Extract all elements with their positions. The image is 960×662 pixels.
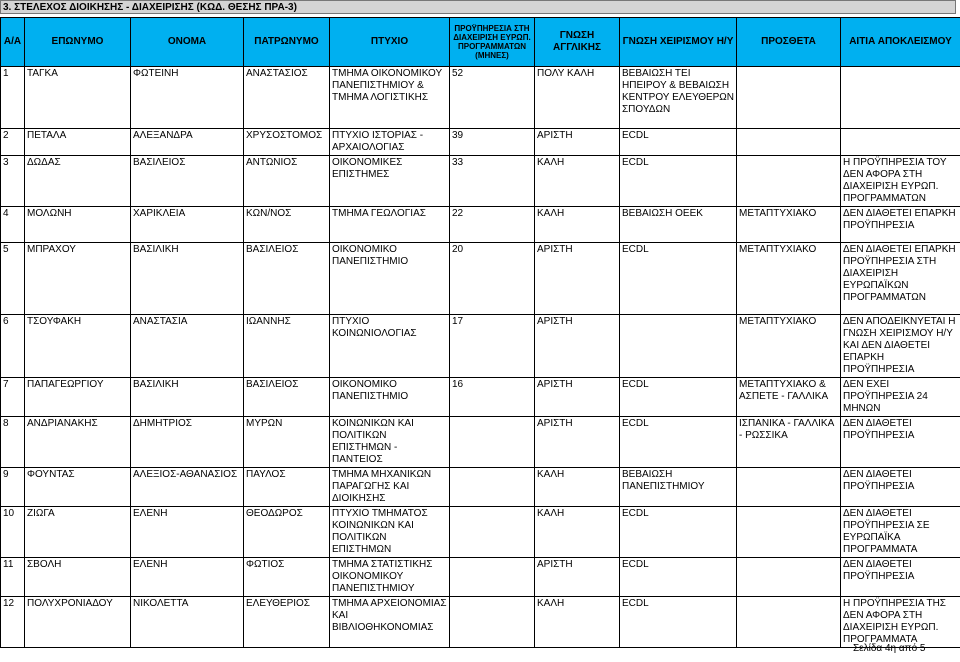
cell-pc: ECDL	[620, 129, 737, 156]
cell-extra	[737, 507, 841, 558]
cell-father: ΘΕΟΔΩΡΟΣ	[244, 507, 330, 558]
cell-english: ΠΟΛΥ ΚΑΛΗ	[535, 67, 620, 129]
header-row	[1, 18, 960, 67]
cell-surname: ΜΟΛΩΝΗ	[25, 207, 131, 243]
cell-reason: Η ΠΡΟΫΠΗΡΕΣΙΑ ΤΟΥ ΔΕΝ ΑΦΟΡΑ ΣΤΗ ΔΙΑΧΕΙΡΙΣΗ ΕΥΡΩΠ. ΠΡΟΓΡΑΜΜΑΤΩΝ	[841, 156, 960, 207]
cell-english: ΑΡΙΣΤΗ	[535, 558, 620, 597]
cell-months	[450, 468, 535, 507]
cell-english: ΚΑΛΗ	[535, 597, 620, 648]
cell-months: 16	[450, 378, 535, 417]
cell-aa: 10	[1, 507, 25, 558]
cell-pc	[620, 315, 737, 378]
header-surname: ΕΠΩΝΥΜΟ	[25, 18, 131, 67]
cell-father: ΜΥΡΩΝ	[244, 417, 330, 468]
table-row	[1, 315, 960, 378]
cell-pc: ECDL	[620, 378, 737, 417]
cell-reason: ΔΕΝ ΑΠΟΔΕΙΚΝΥΕΤΑΙ Η ΓΝΩΣΗ ΧΕΙΡΙΣΜΟΥ Η/Υ ΚΑΙ ΔΕΝ ΔΙΑΘΕΤΕΙ ΕΠΑΡΚΗ ΠΡΟΫΠΗΡΕΣΙΑ	[841, 315, 960, 378]
header-father: ΠΑΤΡΩΝΥΜΟ	[244, 18, 330, 67]
cell-surname: ΜΠΡΑΧΟΥ	[25, 243, 131, 315]
cell-months	[450, 558, 535, 597]
cell-father: ΒΑΣΙΛΕΙΟΣ	[244, 243, 330, 315]
table-row	[1, 243, 960, 315]
page-number: Σελίδα 4η από 5	[853, 643, 926, 654]
cell-english: ΑΡΙΣΤΗ	[535, 378, 620, 417]
cell-extra	[737, 558, 841, 597]
header-aa: Α/Α	[1, 18, 25, 67]
table-row	[1, 558, 960, 597]
cell-name: ΑΝΑΣΤΑΣΙΑ	[131, 315, 244, 378]
cell-aa: 8	[1, 417, 25, 468]
cell-months	[450, 507, 535, 558]
cell-reason: ΔΕΝ ΔΙΑΘΕΤΕΙ ΕΠΑΡΚΗ ΠΡΟΫΠΗΡΕΣΙΑ	[841, 207, 960, 243]
cell-reason: ΔΕΝ ΔΙΑΘΕΤΕΙ ΠΡΟΫΠΗΡΕΣΙΑ	[841, 558, 960, 597]
cell-reason: ΔΕΝ ΕΧΕΙ ΠΡΟΫΠΗΡΕΣΙΑ 24 ΜΗΝΩΝ	[841, 378, 960, 417]
cell-extra	[737, 129, 841, 156]
cell-degree: ΠΤΥΧΙΟ ΤΜΗΜΑΤΟΣ ΚΟΙΝΩΝΙΚΩΝ ΚΑΙ ΠΟΛΙΤΙΚΩΝ ΕΠΙΣΤΗΜΩΝ	[330, 507, 450, 558]
cell-reason	[841, 67, 960, 129]
cell-degree: ΟΙΚΟΝΟΜΙΚΟ ΠΑΝΕΠΙΣΤΗΜΙΟ	[330, 243, 450, 315]
cell-months	[450, 417, 535, 468]
cell-father: ΑΝΑΣΤΑΣΙΟΣ	[244, 67, 330, 129]
cell-aa: 4	[1, 207, 25, 243]
cell-reason: ΔΕΝ ΔΙΑΘΕΤΕΙ ΠΡΟΫΠΗΡΕΣΙΑ	[841, 417, 960, 468]
cell-aa: 11	[1, 558, 25, 597]
cell-aa: 5	[1, 243, 25, 315]
cell-english: ΑΡΙΣΤΗ	[535, 315, 620, 378]
cell-name: ΑΛΕΞΑΝΔΡΑ	[131, 129, 244, 156]
cell-father: ΒΑΣΙΛΕΙΟΣ	[244, 378, 330, 417]
cell-degree: ΤΜΗΜΑ ΑΡΧΕΙΟΝΟΜΙΑΣ ΚΑΙ ΒΙΒΛΙΟΘΗΚΟΝΟΜΙΑΣ	[330, 597, 450, 648]
cell-father: ΧΡΥΣΟΣΤΟΜΟΣ	[244, 129, 330, 156]
cell-name: ΝΙΚΟΛΕΤΤΑ	[131, 597, 244, 648]
cell-months: 17	[450, 315, 535, 378]
table-row	[1, 468, 960, 507]
cell-aa: 6	[1, 315, 25, 378]
cell-english: ΚΑΛΗ	[535, 156, 620, 207]
cell-pc: ECDL	[620, 597, 737, 648]
cell-surname: ΣΒΟΛΗ	[25, 558, 131, 597]
cell-degree: ΟΙΚΟΝΟΜΙΚΕΣ ΕΠΙΣΤΗΜΕΣ	[330, 156, 450, 207]
table-row	[1, 507, 960, 558]
section-title: 3. ΣΤΕΛΕΧΟΣ ΔΙΟΙΚΗΣΗΣ - ΔΙΑΧΕΙΡΙΣΗΣ (ΚΩΔ. ΘΕΣΗΣ ΠΡΑ-3)	[0, 0, 956, 14]
cell-father: ΙΩΑΝΝΗΣ	[244, 315, 330, 378]
cell-pc: ΒΕΒΑΙΩΣΗ ΟΕΕΚ	[620, 207, 737, 243]
cell-surname: ΔΩΔΑΣ	[25, 156, 131, 207]
cell-english: ΚΑΛΗ	[535, 468, 620, 507]
cell-name: ΧΑΡΙΚΛΕΙΑ	[131, 207, 244, 243]
cell-surname: ΠΟΛΥΧΡΟΝΙΑΔΟΥ	[25, 597, 131, 648]
cell-degree: ΚΟΙΝΩΝΙΚΩΝ ΚΑΙ ΠΟΛΙΤΙΚΩΝ ΕΠΙΣΤΗΜΩΝ - ΠΑΝΤΕΙΟΣ	[330, 417, 450, 468]
table-row	[1, 417, 960, 468]
cell-aa: 2	[1, 129, 25, 156]
cell-name: ΦΩΤΕΙΝΗ	[131, 67, 244, 129]
header-english: ΓΝΩΣΗ ΑΓΓΛΙΚΗΣ	[535, 18, 620, 67]
table-row	[1, 597, 960, 648]
cell-months	[450, 597, 535, 648]
table-row	[1, 378, 960, 417]
cell-reason: ΔΕΝ ΔΙΑΘΕΤΕΙ ΠΡΟΫΠΗΡΕΣΙΑ ΣΕ ΕΥΡΩΠΑΪΚΑ ΠΡΟΓΡΑΜΜΑΤΑ	[841, 507, 960, 558]
cell-reason: Η ΠΡΟΫΠΗΡΕΣΙΑ ΤΗΣ ΔΕΝ ΑΦΟΡΑ ΣΤΗ ΔΙΑΧΕΙΡΙΣΗ ΕΥΡΩΠ. ΠΡΟΓΡΑΜΜΑΤΑ	[841, 597, 960, 648]
cell-pc: ECDL	[620, 558, 737, 597]
cell-surname: ΑΝΔΡΙΑΝΑΚΗΣ	[25, 417, 131, 468]
cell-degree: ΤΜΗΜΑ ΟΙΚΟΝΟΜΙΚΟΥ ΠΑΝΕΠΙΣΤΗΜΙΟΥ & ΤΜΗΜΑ ΛΟΓΙΣΤΙΚΗΣ	[330, 67, 450, 129]
cell-degree: ΠΤΥΧΙΟ ΙΣΤΟΡΙΑΣ - ΑΡΧΑΙΟΛΟΓΙΑΣ	[330, 129, 450, 156]
cell-extra	[737, 597, 841, 648]
cell-extra: ΜΕΤΑΠΤΥΧΙΑΚΟ	[737, 243, 841, 315]
cell-father: ΑΝΤΩΝΙΟΣ	[244, 156, 330, 207]
cell-english: ΚΑΛΗ	[535, 207, 620, 243]
cell-name: ΔΗΜΗΤΡΙΟΣ	[131, 417, 244, 468]
cell-extra: ΙΣΠΑΝΙΚΑ - ΓΑΛΛΙΚΑ - ΡΩΣΣΙΚΑ	[737, 417, 841, 468]
header-months: ΠΡΟΫΠΗΡΕΣΙΑ ΣΤΗ ΔΙΑΧΕΙΡΙΣΗ ΕΥΡΩΠ. ΠΡΟΓΡΑΜΜΑΤΩΝ (ΜΗΝΕΣ)	[450, 18, 535, 67]
cell-english: ΚΑΛΗ	[535, 507, 620, 558]
cell-pc: ΒΕΒΑΙΩΣΗ ΠΑΝΕΠΙΣΤΗΜΙΟΥ	[620, 468, 737, 507]
cell-extra: ΜΕΤΑΠΤΥΧΙΑΚΟ	[737, 207, 841, 243]
cell-reason: ΔΕΝ ΔΙΑΘΕΤΕΙ ΠΡΟΫΠΗΡΕΣΙΑ	[841, 468, 960, 507]
cell-reason: ΔΕΝ ΔΙΑΘΕΤΕΙ ΕΠΑΡΚΗ ΠΡΟΫΠΗΡΕΣΙΑ ΣΤΗ ΔΙΑΧΕΙΡΙΣΗ ΕΥΡΩΠΑΪΚΩΝ ΠΡΟΓΡΑΜΜΑΤΩΝ	[841, 243, 960, 315]
cell-surname: ΤΑΓΚΑ	[25, 67, 131, 129]
table-row	[1, 207, 960, 243]
cell-pc: ECDL	[620, 417, 737, 468]
cell-months: 39	[450, 129, 535, 156]
cell-pc: ECDL	[620, 156, 737, 207]
header-reason: ΑΙΤΙΑ ΑΠΟΚΛΕΙΣΜΟΥ	[841, 18, 960, 67]
cell-months: 20	[450, 243, 535, 315]
cell-extra: ΜΕΤΑΠΤΥΧΙΑΚΟ	[737, 315, 841, 378]
cell-degree: ΟΙΚΟΝΟΜΙΚΟ ΠΑΝΕΠΙΣΤΗΜΙΟ	[330, 378, 450, 417]
cell-aa: 3	[1, 156, 25, 207]
cell-surname: ΦΟΥΝΤΑΣ	[25, 468, 131, 507]
header-pc: ΓΝΩΣΗ ΧΕΙΡΙΣΜΟΥ Η/Υ	[620, 18, 737, 67]
cell-extra	[737, 156, 841, 207]
cell-surname: ΠΕΤΑΛΑ	[25, 129, 131, 156]
cell-reason	[841, 129, 960, 156]
cell-extra	[737, 67, 841, 129]
cell-months: 22	[450, 207, 535, 243]
cell-degree: ΤΜΗΜΑ ΓΕΩΛΟΓΙΑΣ	[330, 207, 450, 243]
cell-pc: ΒΕΒΑΙΩΣΗ ΤΕΙ ΗΠΕΙΡΟΥ & ΒΕΒΑΙΩΣΗ ΚΕΝΤΡΟΥ ΕΛΕΥΘΕΡΩΝ ΣΠΟΥΔΩΝ	[620, 67, 737, 129]
table-row	[1, 129, 960, 156]
cell-degree: ΤΜΗΜΑ ΜΗΧΑΝΙΚΩΝ ΠΑΡΑΓΩΓΗΣ ΚΑΙ ΔΙΟΙΚΗΣΗΣ	[330, 468, 450, 507]
cell-surname: ΖΙΩΓΑ	[25, 507, 131, 558]
cell-english: ΑΡΙΣΤΗ	[535, 129, 620, 156]
cell-name: ΒΑΣΙΛΕΙΟΣ	[131, 156, 244, 207]
cell-months: 52	[450, 67, 535, 129]
cell-pc: ECDL	[620, 243, 737, 315]
cell-degree: ΠΤΥΧΙΟ ΚΟΙΝΩΝΙΟΛΟΓΙΑΣ	[330, 315, 450, 378]
cell-aa: 9	[1, 468, 25, 507]
cell-name: ΑΛΕΞΙΟΣ-ΑΘΑΝΑΣΙΟΣ	[131, 468, 244, 507]
cell-english: ΑΡΙΣΤΗ	[535, 243, 620, 315]
header-name: ΟΝΟΜΑ	[131, 18, 244, 67]
cell-father: ΚΩΝ/ΝΟΣ	[244, 207, 330, 243]
cell-name: ΕΛΕΝΗ	[131, 507, 244, 558]
cell-pc: ECDL	[620, 507, 737, 558]
cell-aa: 1	[1, 67, 25, 129]
cell-english: ΑΡΙΣΤΗ	[535, 417, 620, 468]
cell-degree: ΤΜΗΜΑ ΣΤΑΤΙΣΤΙΚΗΣ ΟΙΚΟΝΟΜΙΚΟΥ ΠΑΝΕΠΙΣΤΗΜΙΟΥ	[330, 558, 450, 597]
cell-aa: 12	[1, 597, 25, 648]
table-row	[1, 156, 960, 207]
cell-name: ΒΑΣΙΛΙΚΗ	[131, 378, 244, 417]
cell-aa: 7	[1, 378, 25, 417]
cell-extra: ΜΕΤΑΠΤΥΧΙΑΚΟ & ΑΣΠΕΤΕ - ΓΑΛΛΙΚΑ	[737, 378, 841, 417]
cell-father: ΠΑΥΛΟΣ	[244, 468, 330, 507]
cell-surname: ΤΣΟΥΦΑΚΗ	[25, 315, 131, 378]
header-degree: ΠΤΥΧΙΟ	[330, 18, 450, 67]
cell-father: ΕΛΕΥΘΕΡΙΟΣ	[244, 597, 330, 648]
candidates-table	[0, 17, 960, 648]
cell-months: 33	[450, 156, 535, 207]
header-extra: ΠΡΟΣΘΕΤΑ	[737, 18, 841, 67]
table-row	[1, 67, 960, 129]
cell-name: ΒΑΣΙΛΙΚΗ	[131, 243, 244, 315]
cell-name: ΕΛΕΝΗ	[131, 558, 244, 597]
cell-extra	[737, 468, 841, 507]
cell-father: ΦΩΤΙΟΣ	[244, 558, 330, 597]
cell-surname: ΠΑΠΑΓΕΩΡΓΙΟΥ	[25, 378, 131, 417]
